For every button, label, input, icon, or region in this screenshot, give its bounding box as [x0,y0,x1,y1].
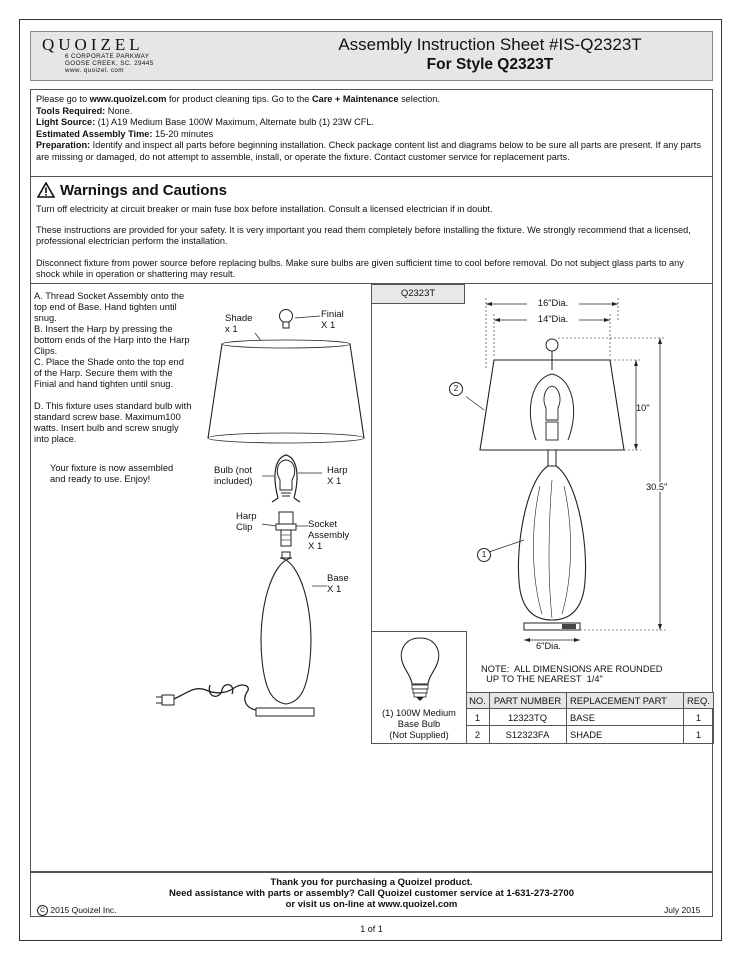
dimensions-note: NOTE: ALL DIMENSIONS ARE ROUNDED UP TO THE NEAREST 1/4" [481,664,663,684]
footer-visit: or visit us on-line at www.quoizel.com [285,899,458,910]
socket-drawing [276,512,296,546]
row1-replacement: BASE [570,712,596,723]
row2-req: 1 [695,729,702,740]
finial-drawing [280,310,293,329]
row2-replacement: SHADE [570,729,603,740]
col-req-header: REQ. [687,695,710,706]
preparation-text: Preparation: Identify and inspect all parts before beginning installation. Check package content list and diagrams below to be sure all parts are present. If any parts are missing or damaged, do not attempt to assemble, install, or operate the fixture. Contact customer service for replacement parts. [36,140,701,162]
finial-label: Finial X 1 [321,309,344,331]
goto-line: Please go to www.quoizel.com for product cleaning tips. Go to the Care + Maintenance selection. [36,94,440,104]
dim-30-5-height: 30.5" [646,482,668,492]
bulb-box-bottom [371,743,467,744]
dim-14-dia: 14"Dia. [527,314,579,324]
final-note: Your fixture is now assembled and ready to use. Enjoy! [50,463,174,484]
exploded-diagram [150,290,370,730]
shade-label: Shade x 1 [225,313,253,335]
warning-para-2: These instructions are provided for your safety. It is very important you read them completely before installing the fixture. We strongly recommend that a licensed, professional electrician perform the installation. [36,225,691,246]
step-b: B. Insert the Harp by pressing the bottom ends of the Harp into the Harp Clips. [34,324,190,356]
row2-no: 2 [474,729,481,740]
dim-10-height: 10" [636,403,650,413]
callout-2: 2 [449,382,463,396]
parts-table [466,692,714,744]
dimension-drawing [466,290,712,650]
website-link[interactable]: www.quoizel.com [89,94,167,104]
page-number: 1 of 1 [360,924,383,934]
row1-req: 1 [695,712,702,723]
harp-clip-leader [262,524,276,526]
sheet-title: Assembly Instruction Sheet #IS-Q2323T [338,35,642,54]
bulb-drawing [277,460,294,496]
light-source-line: Light Source: (1) A19 Medium Base 100W Maximum, Alternate bulb (1) 23W CFL. [36,117,375,127]
row2-part-number: S12323FA [505,729,550,740]
model-number: Q2323T [400,288,436,299]
tools-line: Tools Required: None. [36,105,133,116]
assembly-time-line: Estimated Assembly Time: 15-20 minutes [36,128,214,139]
finial-leader [295,316,320,318]
footer-assistance: Need assistance with parts or assembly? Call Quoizel customer service at 1-631-273-2700 [169,888,574,899]
bulb-box-top [371,631,467,632]
warning-para-1: Turn off electricity at circuit breaker or main fuse box before installation. Consult a licensed electrician if in doubt. [36,204,493,214]
harp-clip-label: Harp Clip [236,511,257,533]
col-no-header: NO. [469,695,486,706]
logo-address: 6 CORPORATE PARKWAY GOOSE CREEK, SC. 29445 www. quoizel. com [65,53,154,74]
copyright-icon: C [37,905,48,916]
step-a: A. Thread Socket Assembly onto the top end of Base. Hand tighten until snug. [34,291,185,323]
warnings-title: Warnings and Cautions [60,182,227,199]
harp-label: Harp X 1 [327,465,348,487]
cord-plug-drawing [156,685,256,710]
base-label: Base X 1 [327,573,349,595]
step-c: C. Place the Shade onto the top end of the Harp. Secure them with the Finial and hand tighten until snug. [34,357,184,389]
base-drawing [256,552,314,716]
footer-thanks: Thank you for purchasing a Quoizel product. [270,877,473,888]
revision-date: July 2015 [664,905,701,915]
warning-para-3: Disconnect fixture from power source before replacing bulbs. Make sure bulbs are given sufficient time to cool before removal. Do not subject glass parts to any shock while in operation or shattering may result. [36,258,684,279]
step-d: D. This fixture uses standard bulb with standard screw base. Maximum100 watts. Insert bulb and screw snugly into place. [34,401,192,444]
logo-name: QUOIZEL [42,35,144,54]
bulb-label: Bulb (not included) [214,465,253,487]
socket-label: Socket Assembly X 1 [308,519,350,552]
row1-no: 1 [474,712,481,723]
panel-divider-left [371,304,372,631]
bulb-icon [395,634,445,704]
row1-part-number: 12323TQ [507,712,548,723]
bulb-note: (1) 100W Medium Base Bulb (Not Supplied) [382,708,456,740]
dim-16-dia: 16"Dia. [527,298,579,308]
sheet-style: For Style Q2323T [426,56,554,73]
col-replacement-header: REPLACEMENT PART [570,695,667,706]
copyright: C 2015 Quoizel Inc. [37,905,117,916]
dim-6-dia: 6"Dia. [536,641,562,651]
shade-drawing [208,340,364,443]
col-part-number-header: PART NUMBER [493,695,562,706]
callout-1: 1 [477,548,491,562]
warning-icon [37,182,55,198]
